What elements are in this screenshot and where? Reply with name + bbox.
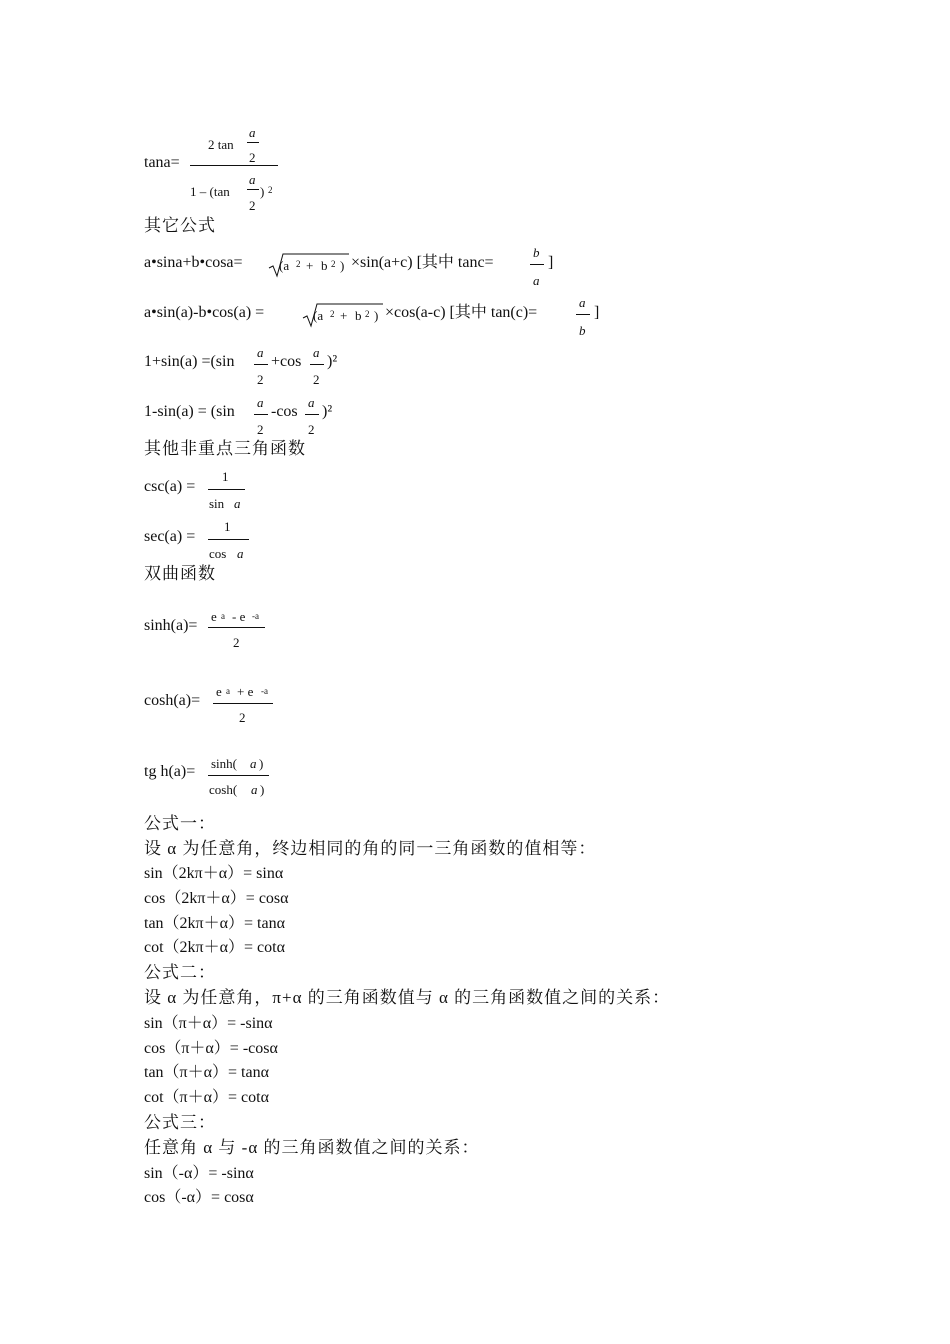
sinh-bar	[208, 627, 265, 628]
cosh-op: + e	[237, 684, 254, 699]
sinh-e1-exp: a	[221, 611, 225, 621]
asin-bcos-rest: ×sin(a+c) [其中 tanc=	[351, 254, 494, 271]
sec-bar	[208, 539, 249, 540]
heading-formula-3: 公式三：	[144, 1113, 216, 1132]
tanc-num: b	[533, 245, 540, 260]
sinh-den: 2	[233, 635, 240, 650]
heading-formula-1: 公式一：	[144, 814, 216, 833]
sec-lhs: sec(a) =	[144, 528, 196, 545]
sqrt-close: )	[340, 258, 345, 273]
tgh-bar	[208, 775, 269, 776]
tan-num-den: 2	[249, 150, 256, 165]
cosh-bar	[213, 703, 273, 704]
asin-bcos-lhs: a•sina+b•cosa=	[144, 254, 243, 271]
f2-den: 2	[308, 422, 315, 437]
heading-formula-2: 公式二：	[144, 963, 216, 982]
f2-num: a	[308, 395, 315, 410]
csc-den-var: a	[234, 496, 241, 511]
one-plus-sin-end: )²	[327, 353, 338, 370]
tan-num-prefix: 2 tan	[208, 137, 234, 152]
csc-bar	[208, 489, 245, 490]
tgh-num-fn: sinh(	[211, 756, 237, 771]
text-line: cos（π＋α）= -cosα	[144, 1040, 278, 1057]
sqrt-b: b	[321, 258, 328, 273]
asin-minus-lhs: a•sin(a)-b•cos(a) =	[144, 304, 265, 321]
cosh-lhs: cosh(a)=	[144, 692, 201, 709]
csc-num: 1	[222, 469, 229, 484]
text-line: cos（2kπ＋α）= cosα	[144, 890, 289, 907]
cosh-e1-exp: a	[226, 686, 230, 696]
tgh-den-fn: cosh(	[209, 782, 238, 797]
tgh-lhs: tg h(a)=	[144, 763, 196, 780]
asin-bcos-close: ]	[548, 254, 554, 271]
f1-den: 2	[257, 372, 264, 387]
cosh-e2-exp: -a	[261, 686, 268, 696]
text-line: cot（π＋α）= cotα	[144, 1089, 269, 1106]
sec-den-var: a	[237, 546, 244, 561]
tan-den-inner-bar	[247, 189, 259, 190]
sqrt-a-exp: 2	[296, 259, 301, 269]
tan-den-close: )	[260, 184, 265, 199]
tgh-num-close: )	[259, 756, 264, 771]
asin-minus-close: ]	[594, 304, 600, 321]
sqrt-a-exp: 2	[330, 309, 335, 319]
tan-num-inner-bar	[247, 142, 259, 143]
f2-den: 2	[313, 372, 320, 387]
csc-lhs: csc(a) =	[144, 478, 196, 495]
one-plus-sin-lhs: 1+sin(a) =(sin	[144, 353, 235, 370]
one-minus-sin-mid: -cos	[271, 403, 298, 420]
text-line: 设 α 为任意角，π+α 的三角函数值与 α 的三角函数值之间的关系：	[144, 988, 671, 1007]
f1-bar	[254, 414, 268, 415]
text-line: sin（-α）= -sinα	[144, 1165, 254, 1182]
tan-c-bar	[576, 314, 590, 315]
sqrt-b-exp: 2	[331, 259, 336, 269]
tan-den-var: a	[249, 172, 256, 187]
text-line: sin（π＋α）= -sinα	[144, 1015, 273, 1032]
sqrt-plus: +	[340, 308, 348, 323]
heading-hyperbolic: 双曲函数	[144, 564, 216, 583]
tan-c-num: a	[579, 295, 586, 310]
text-line: cot（2kπ＋α）= cotα	[144, 939, 285, 956]
heading-other-formulas: 其它公式	[144, 216, 216, 235]
text-line: tan（2kπ＋α）= tanα	[144, 915, 285, 932]
sqrt-a: (a	[313, 308, 324, 323]
heading-nonkey-trig: 其他非重点三角函数	[144, 439, 306, 458]
text-line: 设 α 为任意角，终边相同的角的同一三角函数的值相等：	[144, 839, 597, 858]
f1-num: a	[257, 395, 264, 410]
f1-bar	[254, 364, 268, 365]
text-line: sin（2kπ＋α）= sinα	[144, 865, 284, 882]
sqrt-b-exp: 2	[365, 309, 370, 319]
tanc-bar	[530, 264, 544, 265]
sinh-e2-exp: -a	[252, 611, 259, 621]
sqrt-close: )	[374, 308, 379, 323]
sinh-e1: e	[211, 609, 217, 624]
cosh-den: 2	[239, 710, 246, 725]
tgh-num-var: a	[250, 756, 257, 771]
tan-c-den: b	[579, 323, 586, 338]
text-line: tan（π＋α）= tanα	[144, 1064, 269, 1081]
tan-den-exp: 2	[268, 185, 273, 195]
asin-minus-rest: ×cos(a-c) [其中 tan(c)=	[385, 304, 538, 321]
sqrt-radical-2	[302, 302, 384, 328]
f2-bar	[310, 364, 324, 365]
sqrt-plus: +	[306, 258, 314, 273]
sec-num: 1	[224, 519, 231, 534]
tanc-den: a	[533, 273, 540, 288]
cosh-e1: e	[216, 684, 222, 699]
one-minus-sin-lhs: 1-sin(a) = (sin	[144, 403, 235, 420]
text-line: 任意角 α 与 -α 的三角函数值之间的关系：	[144, 1138, 480, 1157]
tan-lhs: tana=	[144, 154, 180, 171]
f1-den: 2	[257, 422, 264, 437]
tan-main-fraction-bar	[190, 165, 278, 166]
one-plus-sin-mid: +cos	[271, 353, 302, 370]
tan-den-prefix: 1 – (tan	[190, 184, 230, 199]
sec-den-fn: cos	[209, 546, 227, 561]
sqrt-b: b	[355, 308, 362, 323]
tgh-den-close: )	[260, 782, 265, 797]
f2-num: a	[313, 345, 320, 360]
sinh-lhs: sinh(a)=	[144, 617, 198, 634]
sqrt-a: (a	[279, 258, 290, 273]
f1-num: a	[257, 345, 264, 360]
text-line: cos（-α）= cosα	[144, 1189, 254, 1206]
sqrt-radical-1	[268, 252, 350, 278]
f2-bar	[305, 414, 319, 415]
csc-den-fn: sin	[209, 496, 225, 511]
one-minus-sin-end: )²	[322, 403, 333, 420]
sinh-op: - e	[232, 609, 246, 624]
tan-num-var: a	[249, 125, 256, 140]
tan-den-den: 2	[249, 198, 256, 213]
tgh-den-var: a	[251, 782, 258, 797]
